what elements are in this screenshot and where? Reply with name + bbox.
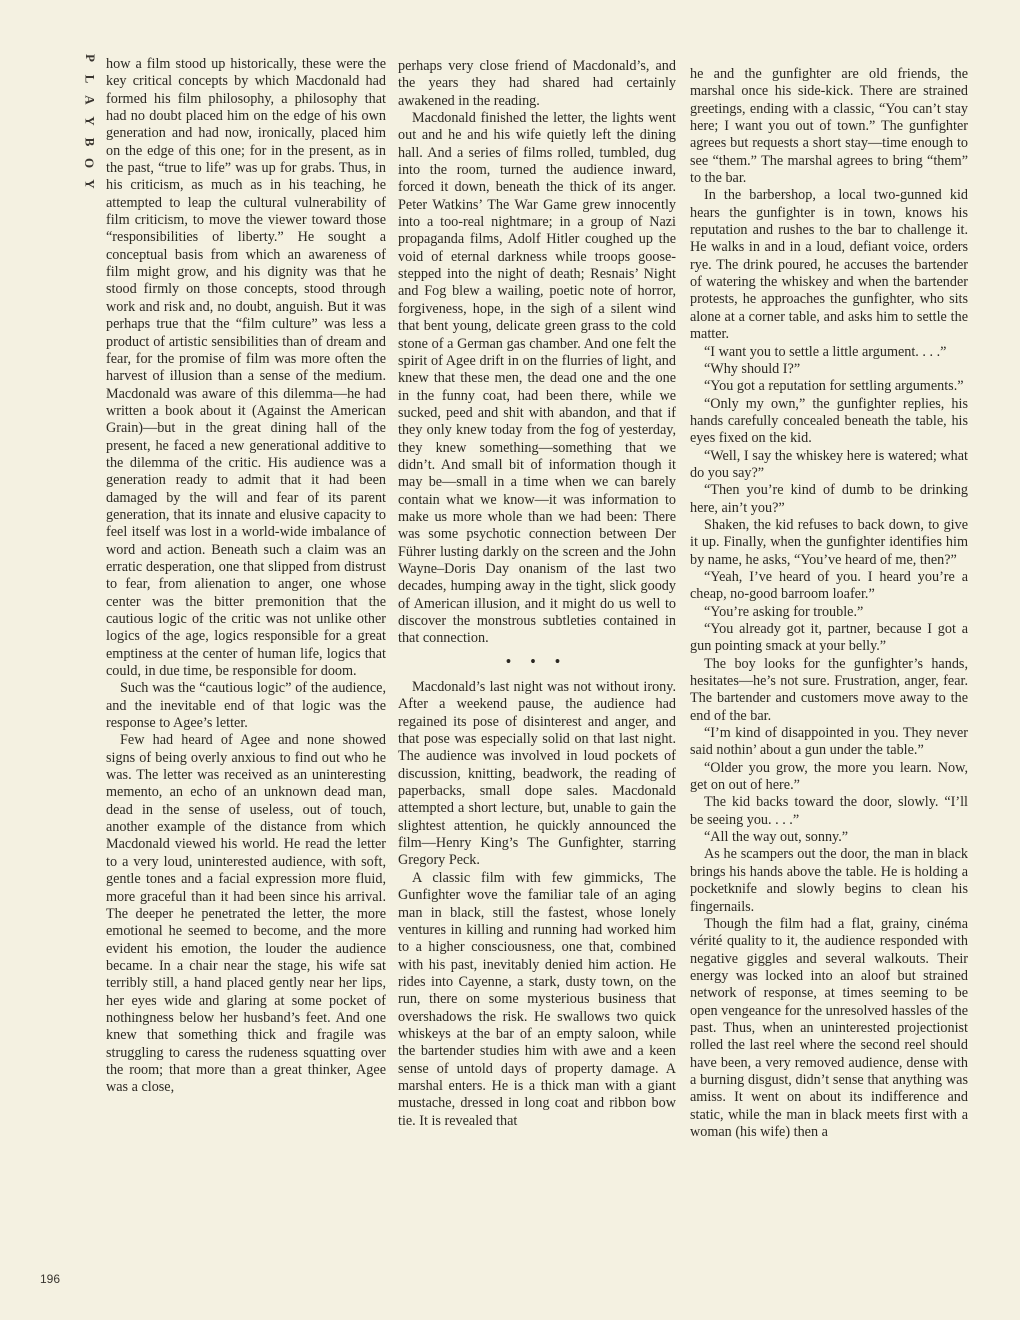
paragraph: “You already got it, partner, because I got a gun pointing smack at your belly.”	[690, 621, 968, 655]
paragraph: “I want you to settle a little argument. . . .”	[704, 343, 947, 360]
paragraph: In the barbershop, a local two-gunned kid hears the gunfighter is in town, knows his reputation and rushes to the bar to challenge it. He walks in and in a loud, defiant voice, orders rye. The drink poured, he accuses the bartender of watering the whiskey and when the bartender protests, he approaches the gunfighter, who sits alone at a corner table, and asks him to settle the matter.	[690, 187, 968, 343]
paragraph: “Only my own,” the gunfighter replies, his hands carefully concealed beneath the table, his eyes fixed on the kid.	[690, 395, 968, 447]
masthead-letter: B	[82, 137, 98, 148]
paragraph: “I’m kind of disappointed in you. They never said nothin’ about a gun under the table.”	[690, 725, 968, 759]
text-column-left	[106, 56, 386, 1097]
masthead-letter: Y	[82, 116, 98, 127]
paragraph: “Yeah, I’ve heard of you. I heard you’re a cheap, no-good barroom loafer.”	[690, 568, 968, 603]
masthead-letter: L	[82, 74, 98, 85]
page-number: 196	[40, 1272, 61, 1286]
masthead-letter: O	[82, 157, 98, 170]
paragraph: Such was the “cautious logic” of the audience, and the inevitable end of that logic was the response to Agee’s letter.	[106, 680, 386, 732]
paragraph: Few had heard of Agee and none showed signs of being overly anxious to find out who he was. The letter was received as an uninteresting memento, an echo of an unknown dead man, dead in the sense of useless, out of touch, another example of the distance from which Macdonald viewed his world. He read the letter to a very loud, uninterested audience, with soft, gentle tones and a facial expression more fluid, more graceful than it had been since his arrival. The deeper he penetrated the letter, the more emotional he seemed to become, and the more evident his emotion, the louder the audience became. In a chair near the stage, his wife sat terribly still, a hand placed gently near her lips, her eyes wide and glaring at some pocket of nothingness below her husband’s feet. And one knew that something thick and fragile was struggling to caress the rudeness squatting over the room; that more than a great thinker, Agee was a close,	[106, 732, 386, 1096]
paragraph: “You got a reputation for settling arguments.”	[704, 378, 964, 395]
paragraph: Macdonald’s last night was not without irony. After a weekend pause, the audience had regained its pose of disinterest and anger, and that pose was especially solid on that last night. The audience was involved in loud pockets of discussion, knitting, beadwork, the reading of paperbacks, small dope sales. Macdonald attempted a short lecture, but, unable to gain the slightest attention, he quickly announced the film—Henry King’s The Gunfighter, starring Gregory Peck.	[398, 679, 676, 869]
paragraph: Macdonald finished the letter, the lights went out and he and his wife quietly left the dining hall. And a series of films rolled, tumbled, dug into the room, turned the audience inward, forced it down, beneath the thick of its anger. Peter Watkins’ The War Game grew innocently into a too-real nightmare; in a group of Nazi propaganda films, Adolf Hitler coughed up the void of eternal darkness while troops goose-stepped into the night of death; Resnais’ Night and Fog blew a wailing, poetic note of horror, forgiveness, hope, in the sigh of a silent wind that bent young, delicate green grass to the cold stone of a German gas chamber. And one felt the spirit of Agee drift in on the flurries of light, and knew that these men, the dead one and the one in the funny coat, had been there, while we sucked, peed and shit with abandon, and that if they only knew today from the fog of yesterday, they knew something—something that we didn’t. And small bit of information though it may be—small in a time when we can barely contain what we know—it was information to make us more whole than we had been: There was some psychotic connection between Der Führer lusting darkly on the screen and the John Wayne–Doris Day onanism of the last two decades, humping away in the tight, slick goody of American illusion, and it might do us well to discover the monstrous subtleties contained in that connection.	[398, 110, 676, 647]
paragraph: “Well, I say the whiskey here is watered; what do you say?”	[690, 447, 968, 481]
masthead-letter: A	[82, 95, 98, 106]
magazine-masthead	[80, 48, 100, 195]
paragraph: The kid backs toward the door, slowly. “I’ll be seeing you. . . .”	[690, 794, 968, 828]
paragraph: how a film stood up historically, these were the key critical concepts by which Macdonald had formed his film philosophy, a philosophy that had no doubt placed him on the edge of his own generation and had now, ironically, placed him on the edge of this one; for in the present, as in the past, “true to life” was up for grabs. Thus, in his criticism, as much as in his teaching, he attempted to leap the cultural vulnerability of film criticism, to move the viewer toward those “responsibilities of liberty.” He sought a conceptual basis from which an awareness of film might grow, and his dignity was that he stood firmly on those concepts, stood through work and risk and, no doubt, anguish. But it was perhaps true that the “film culture” was less a product of artistic sensibilities than of dream and fear, for the promise of film was more often the harvest of illusion than a sense of the medium. Macdonald was aware of this dilemma—he had written a book about it (Against the American Grain)—but in the great dining hall of the present, he faced a new generational additive to the dilemma of the critic. His audience was a generation ready to admit that it had been damaged by the will and fear of its parent generation, that its innate and elusive capacity to feel itself was lost in a world-wide imbalance of word and action. Beneath such a claim was an erratic desperation, one that slipped from distrust to fear, from alienation to anger, one whose center was the bitter premonition that the cautious logic of the critic was not unlike other logics of the age, logics responsible for a great emptiness at the center of human life, logics that could, in due time, be responsible for doom.	[106, 56, 386, 680]
paragraph: he and the gunfighter are old friends, the marshal once his side-kick. There are strained greetings, ending with a classic, “You can’t stay here; I want you out of town.” The gunfighter agrees but requests a short stay—time enough to see “them.” The marshal agrees to bring “them” to the bar.	[690, 66, 968, 187]
paragraph: “You’re asking for trouble.”	[704, 603, 864, 620]
paragraph: “All the way out, sonny.”	[704, 829, 849, 846]
paragraph: perhaps very close friend of Macdonald’s, and the years they had shared had certainly awakened in the reading.	[398, 58, 676, 109]
section-break: • • •	[506, 653, 568, 670]
text-column-middle	[398, 58, 676, 1130]
masthead-letter: P	[82, 54, 98, 63]
paragraph: The boy looks for the gunfighter’s hands, hesitates—he’s not sure. Frustration, anger, fear. The bartender and customers move away to the end of the bar.	[690, 655, 968, 724]
paragraph: “Then you’re kind of dumb to be drinking here, ain’t you?”	[690, 482, 968, 516]
paragraph: A classic film with few gimmicks, The Gunfighter wove the familiar tale of an aging man in black, still the fastest, whose lonely ventures in killing and running had worked him to a higher consciousness, one that, combined with his past, inevitably denied him action. He rides into Cayenne, a stark, dusty town, on the run, there on some mysterious business that overshadows the risk. He swallows two quick whiskeys at the bar of an empty saloon, while the bartender studies him with awe and a keen sense of untold days of property damage. A marshal enters. He is a thick man with a giant mustache, dressed in long coat and ribbon bow tie. It is revealed that	[398, 869, 676, 1129]
paragraph: “Older you grow, the more you learn. Now, get on out of here.”	[690, 759, 968, 794]
paragraph: Shaken, the kid refuses to back down, to give it up. Finally, when the gunfighter identifies him by name, he asks, “You’ve heard of me, then?”	[690, 516, 968, 568]
paragraph: Though the film had a flat, grainy, cinéma vérité quality to it, the audience responded with negative giggles and several walkouts. Their energy was locked into an aloof but strained network of response, at times seeming to be open vengeance for the unresolved hassles of the past. Thus, when an uninterested projectionist rolled the last reel where the second reel should have been, a very removed audience, dense with a burning disgust, didn’t sense that anything was amiss. It went on about its indifference and static, while the man in black meets first with a woman (his wife) then a	[690, 915, 968, 1140]
paragraph: “Why should I?”	[704, 360, 801, 377]
paragraph: As he scampers out the door, the man in black brings his hands above the table. He is holding a pocketknife and slowly begins to clean his fingernails.	[690, 846, 968, 915]
text-column-right	[690, 66, 968, 1141]
masthead-letter: Y	[82, 179, 98, 190]
